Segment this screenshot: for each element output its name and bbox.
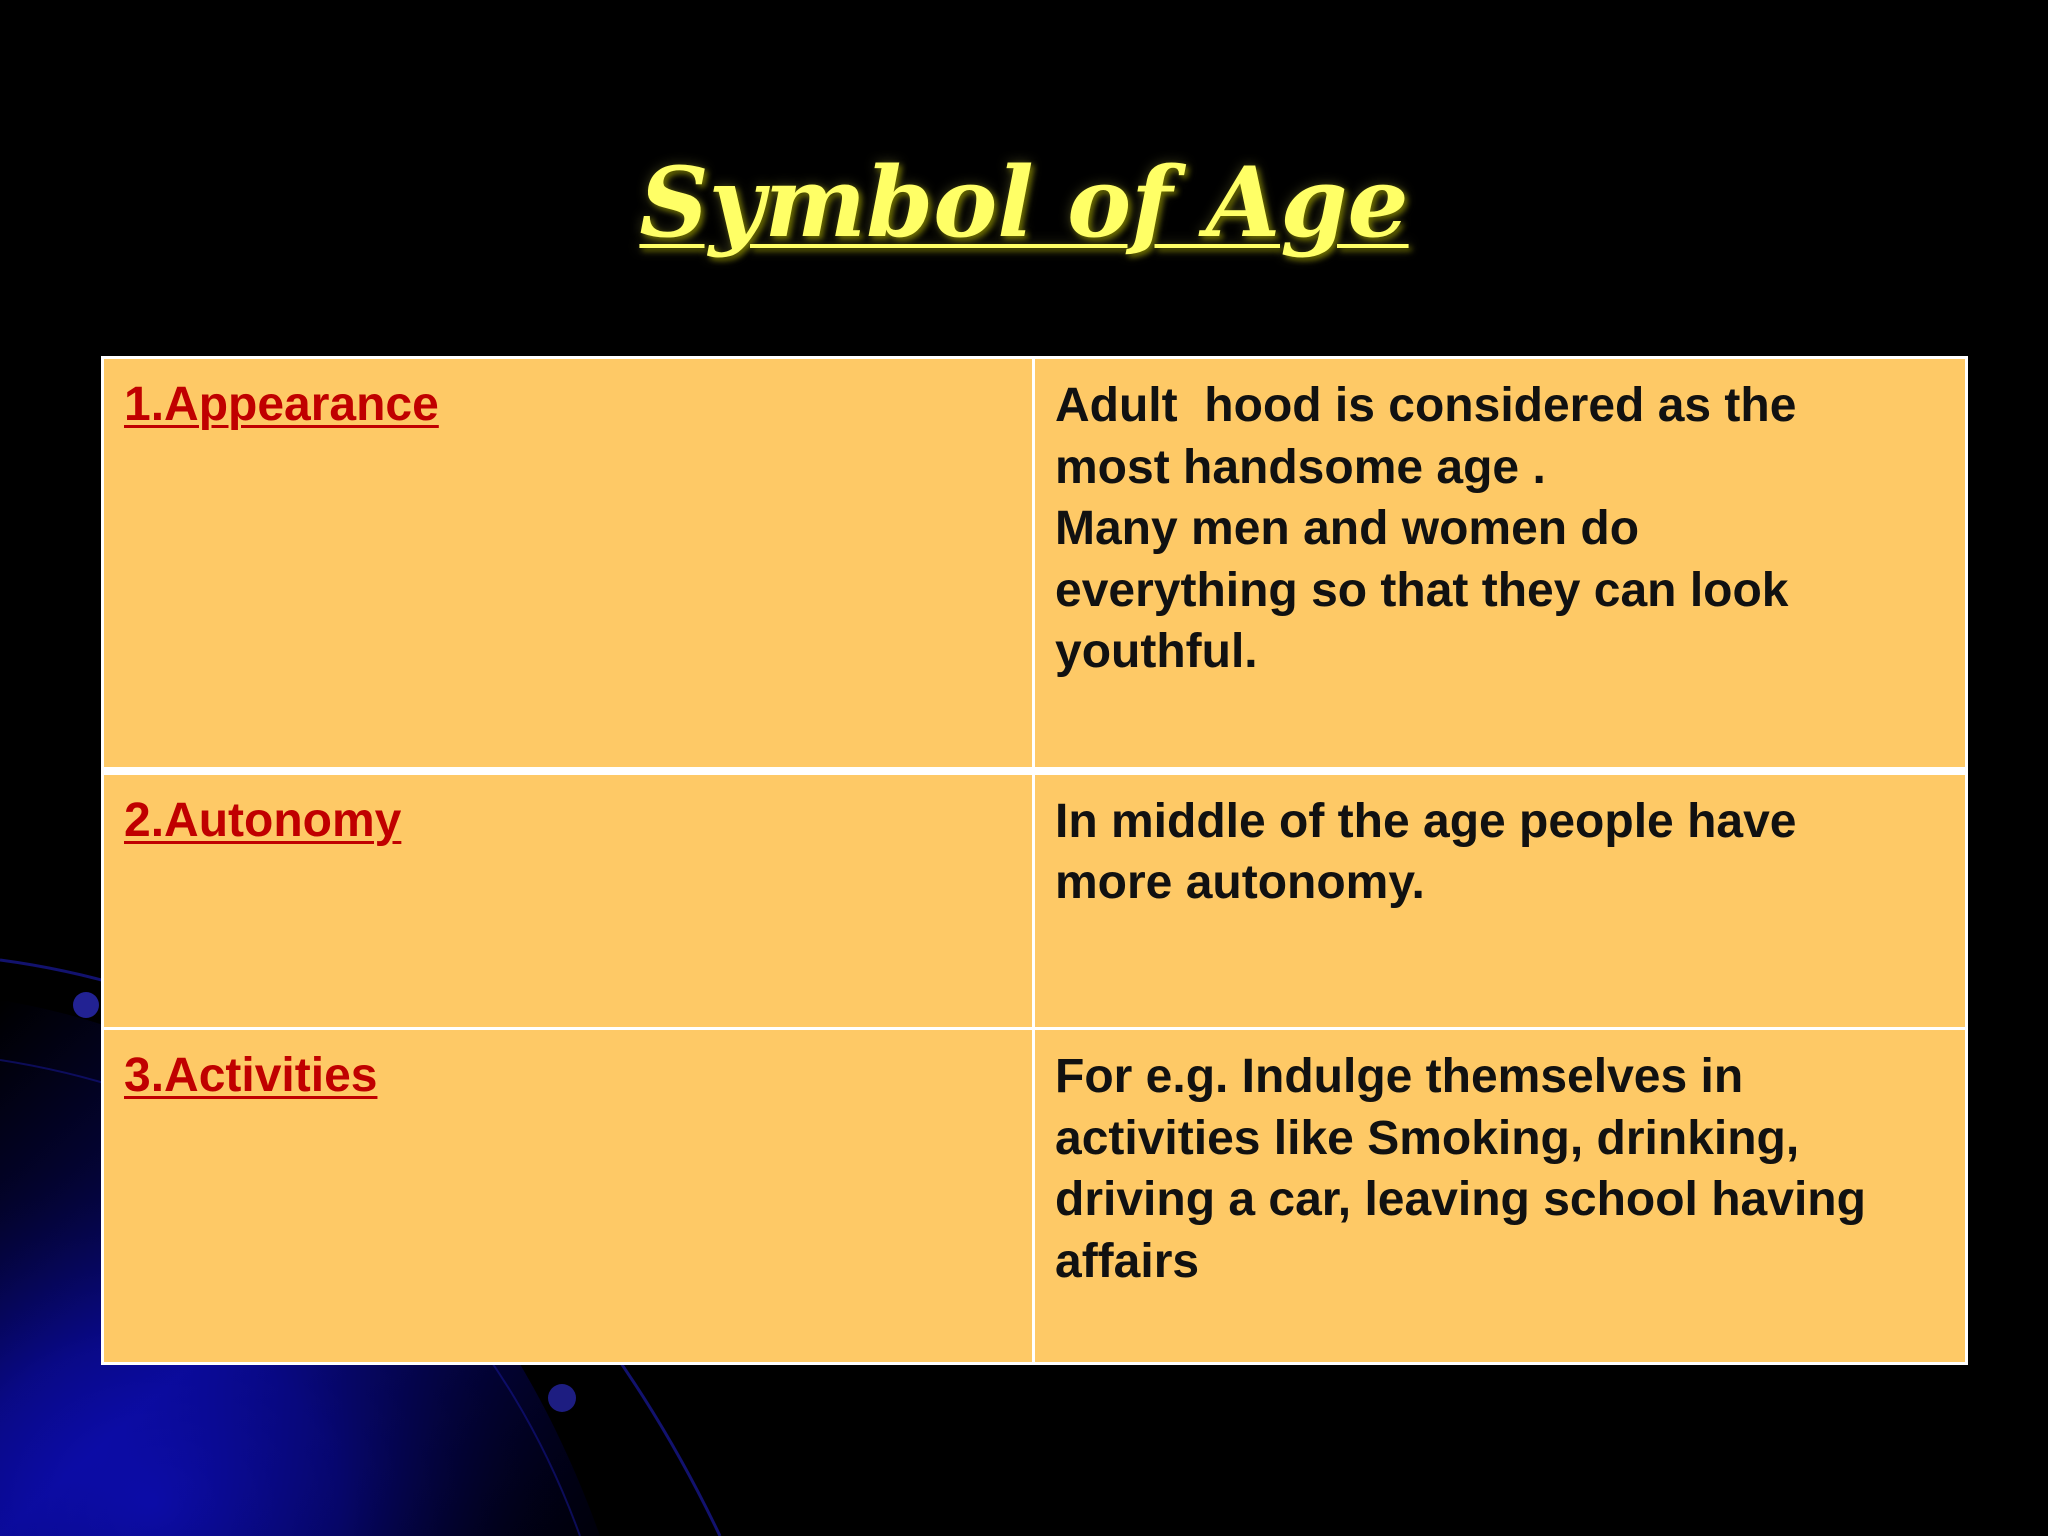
description-cell [1034,358,1967,771]
row-label-link[interactable]: 1.Appearance [124,378,439,431]
description-line: activities like Smoking, drinking, [1055,1111,1800,1165]
label-cell [103,1029,1034,1364]
description-cell [1034,771,1967,1029]
description-line: affairs [1055,1234,1200,1288]
description-line: driving a car, leaving school having [1055,1173,1866,1226]
description-line: In middle of the age people have [1055,794,1797,848]
label-cell [103,771,1034,1029]
description-line: For e.g. Indulge themselves in [1055,1050,1744,1103]
description-line: everything so that they can look [1055,563,1789,617]
row-label-link[interactable]: 2.Autonomy [124,793,402,847]
description-cell [1034,1029,1967,1364]
description-line: Many men and women do [1055,502,1640,555]
row-label-link[interactable]: 3.Activities [124,1049,378,1102]
table-row [103,358,1967,771]
label-cell [103,358,1034,771]
symbol-table [101,356,1968,1365]
table-row [103,771,1967,1029]
blue-dot [73,992,99,1018]
description-line: Adult hood is considered as the [1055,379,1797,432]
slide-title: Symbol of Age [639,146,1409,259]
description-line: most handsome age . [1055,440,1546,494]
description-line: more autonomy. [1055,856,1425,909]
blue-dot [548,1384,576,1412]
description-line: youthful. [1055,625,1258,678]
table-row [103,1029,1967,1364]
